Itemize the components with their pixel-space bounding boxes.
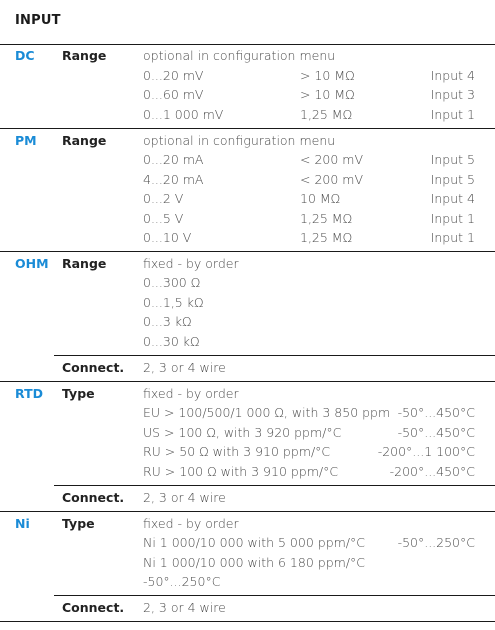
connect-label: Connect. — [62, 600, 125, 615]
section-title: INPUT — [15, 13, 61, 28]
sensor-description: RU > 100 Ω with 3 910 ppm/°C — [143, 464, 339, 479]
input-value: Input 3 — [430, 87, 475, 102]
divider-ni — [0, 511, 495, 512]
ni-connect-row — [0, 598, 495, 618]
ohm-header-row — [0, 254, 495, 274]
impedance-value: 10 MΩ — [300, 191, 341, 206]
divider-rtd-connect — [54, 485, 495, 486]
impedance-value: 1,25 MΩ — [300, 230, 353, 245]
pm-code: PM — [15, 133, 37, 148]
range-value: 0...20 mA — [143, 152, 204, 167]
range-value: 0...2 V — [143, 191, 184, 206]
dc-header-row — [0, 46, 495, 66]
sensor-description: EU > 100/500/1 000 Ω, with 3 850 ppm — [143, 405, 391, 420]
rtd-code: RTD — [15, 386, 43, 401]
temperature-range: -50°...450°C — [397, 405, 475, 420]
input-value: Input 4 — [430, 191, 475, 206]
ni-row — [0, 553, 495, 573]
ni-code: Ni — [15, 516, 30, 531]
impedance-value: > 10 MΩ — [300, 87, 355, 102]
ohm-label: Range — [62, 256, 107, 271]
range-value: 0...3 kΩ — [143, 314, 192, 329]
connect-label: Connect. — [62, 360, 125, 375]
sensor-description: Ni 1 000/10 000 with 6 180 ppm/°C — [143, 555, 365, 570]
input-value: Input 5 — [430, 172, 475, 187]
divider-bottom — [0, 621, 495, 622]
sensor-description: US > 100 Ω, with 3 920 ppm/°C — [143, 425, 342, 440]
pm-row — [0, 189, 495, 209]
input-value: Input 1 — [430, 211, 475, 226]
dc-code: DC — [15, 48, 35, 63]
input-value: Input 5 — [430, 152, 475, 167]
temperature-range: -50°...450°C — [397, 425, 475, 440]
pm-row — [0, 209, 495, 229]
ohm-code: OHM — [15, 256, 49, 271]
range-value: 0...30 kΩ — [143, 334, 200, 349]
pm-row — [0, 170, 495, 190]
temperature-range: -200°...450°C — [389, 464, 475, 479]
impedance-value: 1,25 MΩ — [300, 107, 353, 122]
connect-value: 2, 3 or 4 wire — [143, 490, 226, 505]
dc-row — [0, 85, 495, 105]
impedance-value: < 200 mV — [300, 172, 364, 187]
rtd-header-row — [0, 384, 495, 404]
impedance-value: < 200 mV — [300, 152, 364, 167]
range-value: 0...1 000 mV — [143, 107, 224, 122]
rtd-label: Type — [62, 386, 95, 401]
pm-label: Range — [62, 133, 107, 148]
divider-rtd — [0, 381, 495, 382]
rtd-row — [0, 403, 495, 423]
ni-note: fixed - by order — [143, 516, 239, 531]
divider-dc — [0, 44, 495, 45]
range-value: 4...20 mA — [143, 172, 204, 187]
ohm-row — [0, 332, 495, 352]
temperature-range: -50°...250°C — [397, 535, 475, 550]
range-value: 0...5 V — [143, 211, 184, 226]
ohm-row — [0, 273, 495, 293]
divider-ohm — [0, 251, 495, 252]
input-value: Input 1 — [430, 230, 475, 245]
connect-value: 2, 3 or 4 wire — [143, 360, 226, 375]
rtd-note: fixed - by order — [143, 386, 239, 401]
dc-label: Range — [62, 48, 107, 63]
temperature-range: -50°...250°C — [143, 574, 221, 589]
ni-row — [0, 572, 495, 592]
dc-row — [0, 105, 495, 125]
rtd-row — [0, 423, 495, 443]
range-value: 0...1,5 kΩ — [143, 295, 204, 310]
rtd-connect-row — [0, 488, 495, 508]
connect-value: 2, 3 or 4 wire — [143, 600, 226, 615]
ni-header-row — [0, 514, 495, 534]
divider-pm — [0, 128, 495, 129]
sensor-description: Ni 1 000/10 000 with 5 000 ppm/°C — [143, 535, 365, 550]
pm-header-row — [0, 131, 495, 151]
ni-label: Type — [62, 516, 95, 531]
divider-ohm-connect — [54, 355, 495, 356]
dc-note: optional in configuration menu — [143, 48, 336, 63]
temperature-range: -200°...1 100°C — [377, 444, 475, 459]
input-value: Input 1 — [430, 107, 475, 122]
ohm-row — [0, 293, 495, 313]
impedance-value: 1,25 MΩ — [300, 211, 353, 226]
ohm-connect-row — [0, 358, 495, 378]
impedance-value: > 10 MΩ — [300, 68, 355, 83]
input-value: Input 4 — [430, 68, 475, 83]
divider-ni-connect — [54, 595, 495, 596]
ni-row — [0, 533, 495, 553]
rtd-row — [0, 442, 495, 462]
ohm-note: fixed - by order — [143, 256, 239, 271]
dc-row — [0, 66, 495, 86]
range-value: 0...10 V — [143, 230, 192, 245]
pm-row — [0, 150, 495, 170]
range-value: 0...20 mV — [143, 68, 204, 83]
rtd-row — [0, 462, 495, 482]
pm-row — [0, 228, 495, 248]
range-value: 0...300 Ω — [143, 275, 201, 290]
range-value: 0...60 mV — [143, 87, 204, 102]
connect-label: Connect. — [62, 490, 125, 505]
sensor-description: RU > 50 Ω with 3 910 ppm/°C — [143, 444, 331, 459]
pm-note: optional in configuration menu — [143, 133, 336, 148]
ohm-row — [0, 312, 495, 332]
